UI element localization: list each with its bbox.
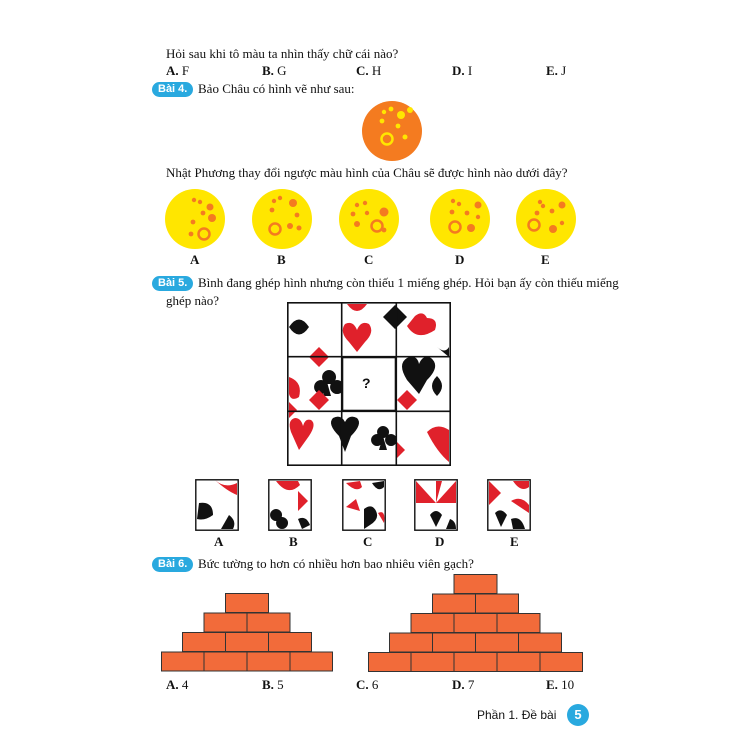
q5-question-line1: Bình đang ghép hình nhưng còn thiếu 1 miếng ghép. Hỏi bạn ấy còn thiếu miếng [198, 275, 619, 290]
q6-badge: Bài 6. [152, 557, 193, 572]
q5-question-line2: ghép nào? [166, 293, 220, 308]
tile-label-a: A [214, 534, 224, 549]
option-letter: D. [452, 63, 465, 78]
answer-tile-b[interactable] [268, 479, 312, 531]
label-a: A [190, 252, 200, 267]
q6-option-b[interactable] [262, 677, 284, 693]
option-text: 4 [181, 677, 189, 692]
q6-option-e[interactable] [546, 677, 574, 693]
q5-badge: Bài 5. [152, 276, 193, 291]
tile-label-e: E [510, 534, 519, 549]
page-number: 5 [567, 704, 589, 726]
q6-option-a[interactable] [166, 677, 188, 693]
missing-piece-mark: ? [362, 375, 371, 391]
q3-option-c[interactable] [356, 63, 381, 79]
option-text: 5 [277, 677, 284, 692]
q3-option-d[interactable] [452, 63, 472, 79]
q6-option-c[interactable] [356, 677, 378, 693]
answer-tile-d[interactable] [414, 479, 458, 531]
footer-section: Phần 1. Đề bài [477, 708, 557, 722]
label-d: D [455, 252, 465, 267]
q4-intro: Bảo Châu có hình vẽ như sau: [198, 81, 355, 96]
q6-option-d[interactable] [452, 677, 474, 693]
option-text: 6 [371, 677, 379, 692]
q6-question: Bức tường to hơn có nhiều hơn bao nhiêu viên gạch? [198, 556, 474, 571]
option-letter: C. [356, 677, 369, 692]
option-text: G [277, 63, 287, 78]
option-text: 7 [467, 677, 475, 692]
answer-tile-c[interactable] [342, 479, 386, 531]
option-letter: C. [356, 63, 369, 78]
large-brick-wall [368, 574, 583, 672]
tile-label-b: B [289, 534, 298, 549]
q3-option-b[interactable] [262, 63, 287, 79]
option-letter: E. [546, 63, 558, 78]
tile-label-c: C [363, 534, 373, 549]
option-letter: A. [166, 63, 179, 78]
option-letter: B. [262, 677, 274, 692]
option-text: I [467, 63, 473, 78]
q3-option-e[interactable] [546, 63, 566, 79]
option-circle-a[interactable] [163, 187, 227, 251]
option-letter: D. [452, 677, 465, 692]
option-circle-d[interactable] [428, 187, 492, 251]
option-circle-b[interactable] [250, 187, 314, 251]
q3-question: Hỏi sau khi tô màu ta nhìn thấy chữ cái nào? [166, 46, 399, 61]
q4-badge: Bài 4. [152, 82, 193, 97]
option-letter: B. [262, 63, 274, 78]
tile-label-d: D [435, 534, 445, 549]
label-c: C [364, 252, 374, 267]
option-letter: A. [166, 677, 179, 692]
q4-question: Nhật Phương thay đổi ngược màu hình của Châu sẽ được hình nào dưới đây? [166, 165, 568, 180]
option-text: 10 [561, 677, 575, 692]
reference-circle [360, 99, 424, 163]
answer-tile-a[interactable] [195, 479, 239, 531]
option-circle-e[interactable] [514, 187, 578, 251]
label-e: E [541, 252, 550, 267]
q3-option-a[interactable] [166, 63, 189, 79]
option-circle-c[interactable] [337, 187, 401, 251]
option-text: F [181, 63, 190, 78]
label-b: B [277, 252, 286, 267]
option-text: H [371, 63, 382, 78]
option-letter: E. [546, 677, 558, 692]
answer-tile-e[interactable] [487, 479, 531, 531]
small-brick-wall [161, 593, 333, 672]
option-text: J [561, 63, 567, 78]
